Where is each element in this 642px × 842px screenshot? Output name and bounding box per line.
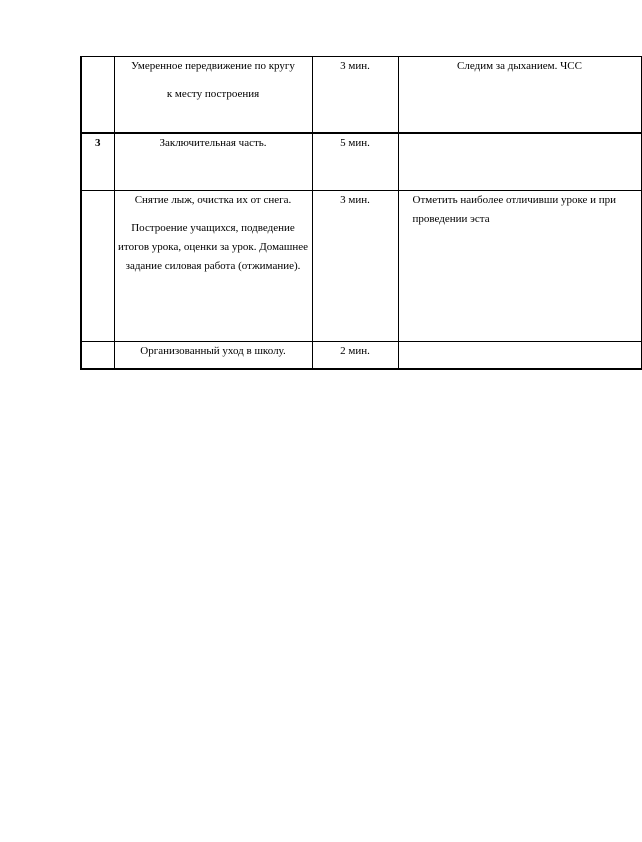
notes-cell: Отметить наиболее отличивши уроке и при проведении эста — [398, 191, 641, 342]
table-row — [81, 191, 641, 342]
notes-cell — [398, 133, 641, 191]
row-number-cell — [81, 191, 114, 342]
content-cell — [114, 57, 312, 134]
content-paragraph: Умеренное передвижение по кругу — [131, 60, 295, 72]
table-row — [81, 133, 641, 191]
row-number-cell — [81, 57, 114, 134]
notes-cell: Следим за дыханием. ЧСС — [398, 57, 641, 134]
table-row — [81, 342, 641, 370]
time-cell: 5 мин. — [312, 133, 398, 191]
content-paragraph: к месту построения — [166, 88, 260, 100]
content-cell — [114, 191, 312, 342]
content-paragraph: Снятие лыж, очистка их от снега. — [134, 194, 292, 206]
content-paragraph: Организованный уход в школу. — [140, 345, 286, 357]
time-cell: 2 мин. — [312, 342, 398, 370]
row-number-cell: 3 — [81, 133, 114, 191]
table-row — [81, 57, 641, 134]
content-cell — [114, 133, 312, 191]
time-cell: 3 мин. — [312, 191, 398, 342]
row-number-cell — [81, 342, 114, 370]
content-paragraph: Построение учащихся, подведение итогов урока, оценки за урок. Домашнее задание силовая работа (отжимание). — [118, 222, 308, 272]
notes-cell — [398, 342, 641, 370]
content-cell — [114, 342, 312, 370]
lesson-plan-table — [80, 56, 642, 370]
content-paragraph: Заключительная часть. — [159, 137, 267, 149]
time-cell: 3 мин. — [312, 57, 398, 134]
